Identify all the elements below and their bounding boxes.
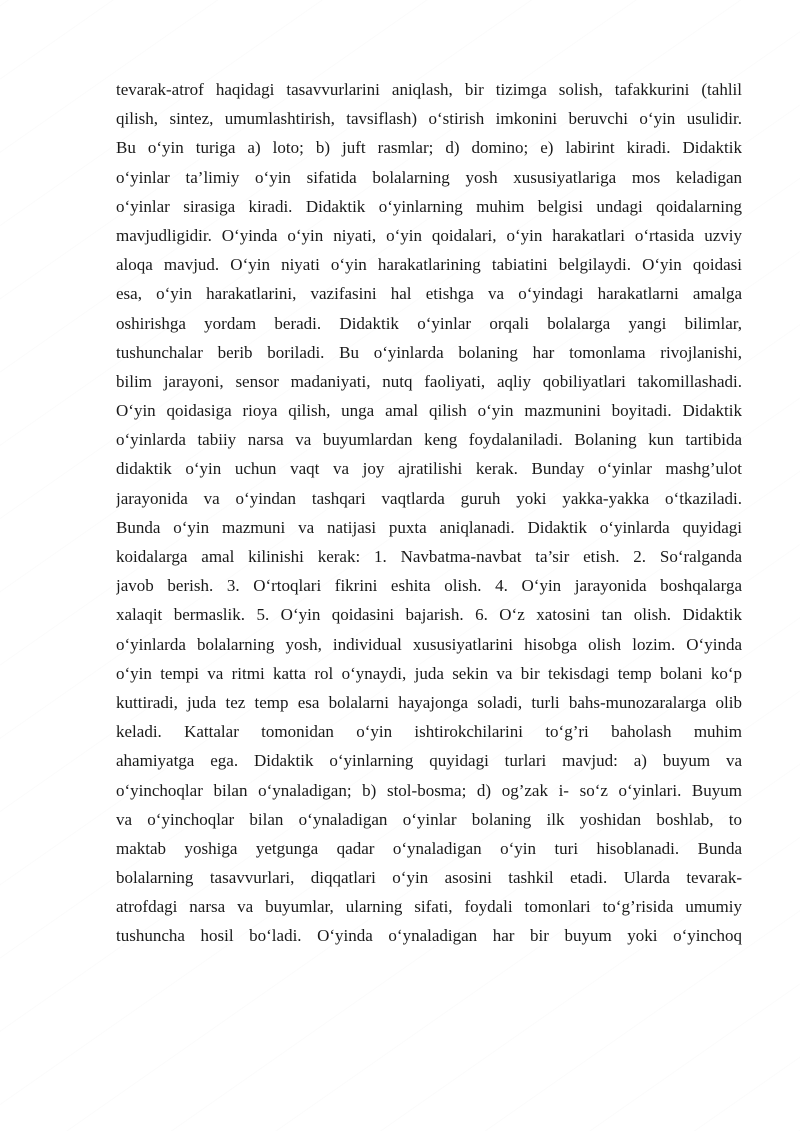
- text-line: va o‘yinchoqlar bilan o‘ynaladigan o‘yinlar bolaning ilk yoshidan boshlab, to: [116, 809, 742, 829]
- text-line: tushuncha hosil bo‘ladi. O‘yinda o‘ynaladigan har bir buyum yoki o‘yinchoq: [116, 926, 742, 946]
- text-line: esa, o‘yin harakatlarini, vazifasini hal etishga va o‘yindagi harakatlarni amalga: [116, 284, 742, 304]
- text-line: atrofdagi narsa va buyumlar, ularning sifati, foydali tomonlari to‘g’risida umumiy: [116, 897, 742, 917]
- text-line: qilish, sintez, umumlashtirish, tavsiflash) o‘stirish imkonini beruvchi o‘yin usulidir.: [116, 109, 742, 129]
- text-line: Bu o‘yin turiga a) loto; b) juft rasmlar; d) domino; e) labirint kiradi. Didaktik: [116, 138, 742, 158]
- text-line: o‘yin tempi va ritmi katta rol o‘ynaydi, juda sekin va bir tekisdagi temp bolani ko‘p: [116, 663, 742, 683]
- text-line: o‘yinlarda bolalarning yosh, individual xususiyatlarini hisobga olish lozim. O‘yinda: [116, 634, 742, 654]
- text-line: bilim jarayoni, sensor madaniyati, nutq faoliyati, aqliy qobiliyatlari takomillashadi.: [116, 371, 742, 391]
- text-line: xalaqit bermaslik. 5. O‘yin qoidasini bajarish. 6. O‘z xatosini tan olish. Didaktik: [116, 605, 742, 625]
- text-line: o‘yinlarda tabiiy narsa va buyumlardan keng foydalaniladi. Bolaning kun tartibida: [116, 430, 742, 450]
- text-line: didaktik o‘yin uchun vaqt va joy ajratilishi kerak. Bunday o‘yinlar mashg’ulot: [116, 459, 742, 479]
- text-line: o‘yinlar sirasiga kiradi. Didaktik o‘yinlarning muhim belgisi undagi qoidalarning: [116, 196, 742, 216]
- text-line: mavjudligidir. O‘yinda o‘yin niyati, o‘yin qoidalari, o‘yin harakatlari o‘rtasida uzviy: [116, 225, 742, 245]
- text-line: koidalarga amal kilinishi kerak: 1. Navbatma-navbat ta’sir etish. 2. So‘ralganda: [116, 547, 742, 566]
- text-line: oshirishga yordam beradi. Didaktik o‘yinlar orqali bolalarga yangi bilimlar,: [116, 313, 742, 333]
- text-line: o‘yinlar ta’limiy o‘yin sifatida bolalarning yosh xususiyatlariga mos keladigan: [116, 167, 742, 187]
- text-line: keladi. Kattalar tomonidan o‘yin ishtirokchilarini to‘g’ri baholash muhim: [116, 722, 742, 742]
- text-line: maktab yoshiga yetgunga qadar o‘ynaladigan o‘yin turi hisoblanadi. Bunda: [116, 838, 742, 858]
- text-line: tushunchalar berib boriladi. Bu o‘yinlarda bolaning har tomonlama rivojlanishi,: [116, 342, 742, 362]
- text-line: O‘yin qoidasiga rioya qilish, unga amal qilish o‘yin mazmunini boyitadi. Didaktik: [116, 401, 742, 421]
- body-text: [116, 75, 742, 951]
- text-line: aloqa mavjud. O‘yin niyati o‘yin harakatlarining tabiatini belgilaydi. O‘yin qoidasi: [116, 255, 742, 275]
- text-line: jarayonida va o‘yindan tashqari vaqtlarda guruh yoki yakka-yakka o‘tkaziladi.: [116, 488, 742, 508]
- text-line: tevarak-atrof haqidagi tasavvurlarini aniqlash, bir tizimga solish, tafakkurini (tahlil: [116, 80, 742, 99]
- text-line: javob berish. 3. O‘rtoqlari fikrini eshita olish. 4. O‘yin jarayonida boshqalarga: [116, 576, 742, 596]
- text-line: ahamiyatga ega. Didaktik o‘yinlarning quyidagi turlari mavjud: a) buyum va: [116, 751, 742, 771]
- text-line: bolalarning tasavvurlari, diqqatlari o‘yin asosini tashkil etadi. Ularda tevarak-: [116, 868, 742, 888]
- text-line: o‘yinchoqlar bilan o‘ynaladigan; b) stol-bosma; d) og’zak i- so‘z o‘yinlari. Buyum: [116, 780, 742, 800]
- text-line: Bunda o‘yin mazmuni va natijasi puxta aniqlanadi. Didaktik o‘yinlarda quyidagi: [116, 517, 742, 537]
- text-line: kuttiradi, juda tez temp esa bolalarni hayajonga soladi, turli bahs-munozaralarga olib: [116, 692, 742, 712]
